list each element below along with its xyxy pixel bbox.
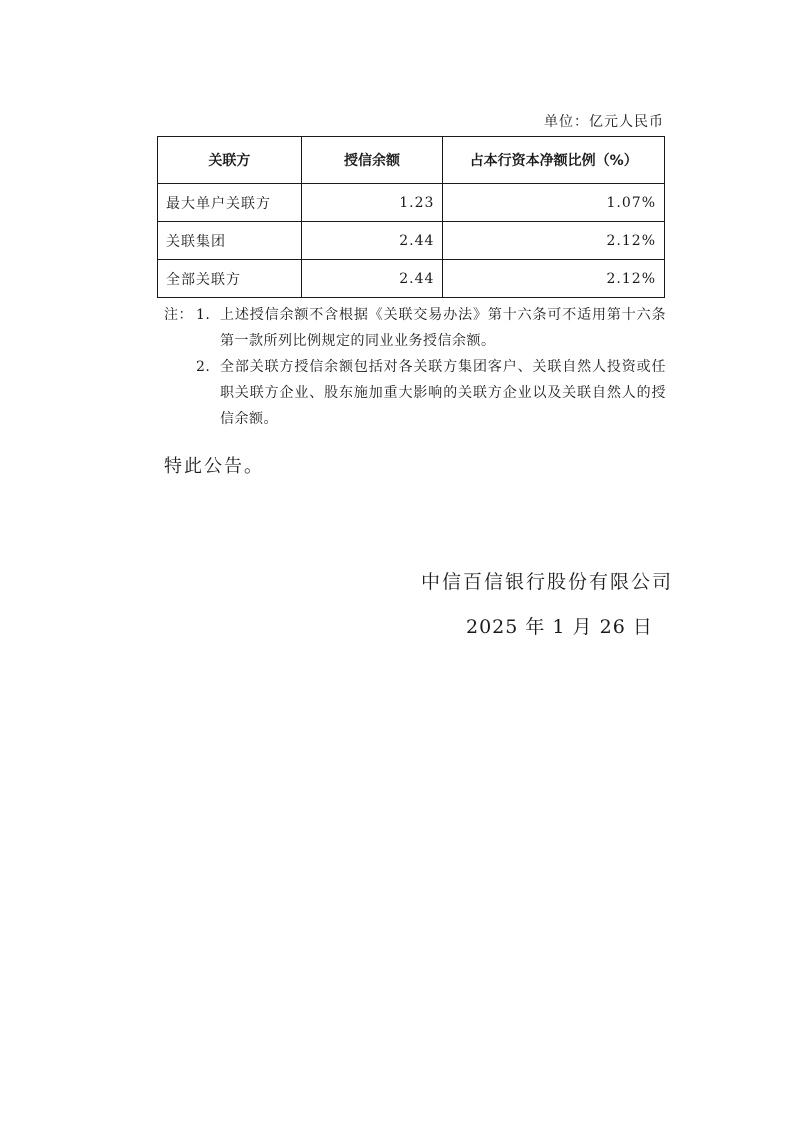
balance-cell: 1.23: [301, 184, 443, 222]
table-row: [158, 222, 665, 260]
party-cell: 最大单户关联方: [158, 184, 302, 222]
note-text: 全部关联方授信余额包括对各关联方集团客户、关联自然人投资或任职关联方企业、股东施加重大影响的关联方企业以及关联自然人的授信余额。: [220, 359, 666, 427]
note-text: 上述授信余额不含根据《关联交易办法》第十六条可不适用第十六条第一款所列比例规定的同业业务授信余额。: [220, 307, 666, 349]
closing-statement: 特此公告。: [164, 456, 264, 477]
header-related-party: 关联方: [158, 137, 302, 184]
note-number: 1.: [196, 307, 211, 323]
header-credit-balance: 授信余额: [301, 137, 443, 184]
note-item: [164, 354, 666, 432]
ratio-cell: 2.12%: [443, 260, 665, 298]
balance-cell: 2.44: [301, 222, 443, 260]
announcement-date: 2025 年 1 月 26 日: [466, 616, 653, 638]
unit-label: 单位：亿元人民币: [544, 114, 664, 130]
note-number: 2.: [196, 359, 211, 375]
table-row: [158, 184, 665, 222]
company-signature: 中信百信银行股份有限公司: [420, 571, 673, 593]
note-prefix: 注：: [164, 307, 193, 323]
table-row: [158, 260, 665, 298]
party-cell: 关联集团: [158, 222, 302, 260]
note-item: [164, 302, 666, 354]
header-capital-ratio: 占本行资本净额比例（%）: [443, 137, 665, 184]
party-cell: 全部关联方: [158, 260, 302, 298]
ratio-cell: 1.07%: [443, 184, 665, 222]
balance-cell: 2.44: [301, 260, 443, 298]
note-prefix-spacer: [164, 354, 196, 432]
ratio-cell: 2.12%: [443, 222, 665, 260]
table-notes: [164, 302, 666, 432]
table-header-row: [158, 137, 665, 184]
related-party-credit-table: [157, 136, 665, 298]
